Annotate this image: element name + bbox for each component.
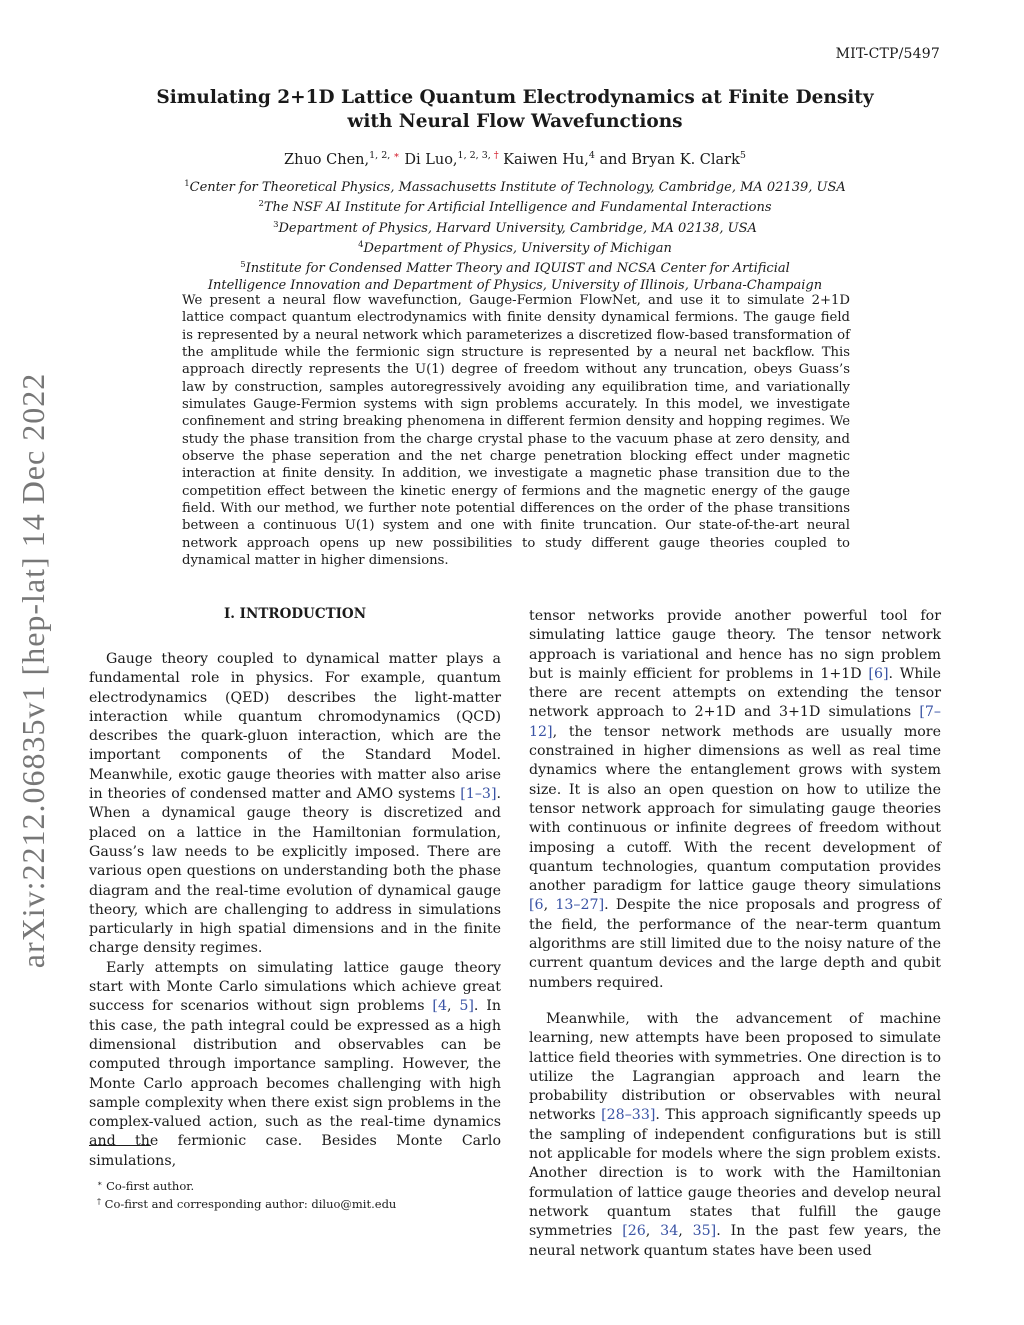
author-name: Di Luo, [404, 152, 458, 168]
arxiv-sidebar [4, 350, 64, 990]
affiliation-list [150, 176, 880, 295]
left-column [89, 650, 501, 1171]
paragraph-text: Meanwhile, with the advancement of machine learning, new attempts have been proposed to simulate lattice field theories with symmetries. One direction is to utilize the Lagrangian approach and learn the probability distribution or observables with neural networks [529, 1010, 941, 1124]
right-column [529, 607, 941, 1261]
citation-link[interactable]: [6] [868, 665, 889, 682]
citation-separator: , [645, 1223, 661, 1240]
citation-link[interactable]: 5] [459, 998, 474, 1015]
author-list [120, 150, 910, 168]
footnote-mark: † [493, 150, 499, 161]
footnote-mark: ∗ [393, 150, 400, 161]
citation-separator: , [678, 1223, 693, 1240]
paragraph-text: . In this case, the path integral could be expressed as a high dimensional distribution and observables can be computed through importance sampling. However, the Monte Carlo approach becomes challenging with high sample complexity when there exist sign problems in the complex-valued action, such as the real-time dynamics and the fermionic case. Besides Monte Carlo simulations, [89, 998, 501, 1169]
title-line-1: Simulating 2+1D Lattice Quantum Electrodynamics at Finite Density [156, 87, 874, 108]
paragraph-text: . When a dynamical gauge theory is discretized and placed on a lattice in the Hamiltonian formulation, Gauss’s law needs to be explicitly imposed. There are various open questions on understanding both the phase diagram and the real-time evolution of dynamical gauge theory, which are challenging to address in simulations particularly in high spatial dimensions and in the finite charge density regimes. [89, 786, 501, 957]
affiliation [150, 257, 880, 277]
citation-link[interactable]: [1–3] [460, 786, 497, 803]
title-line-2: with Neural Flow Wavefunctions [347, 111, 683, 132]
citation-link[interactable]: [28–33] [601, 1107, 656, 1124]
affiliation-text: Institute for Condensed Matter Theory and IQUIST and NCSA Center for Artificial [245, 261, 790, 277]
footnote [89, 1176, 501, 1194]
abstract [182, 292, 850, 570]
paragraph-text: Gauge theory coupled to dynamical matter plays a fundamental role in physics. For example, quantum electrodynamics (QED) describes the light-matter interaction while quantum chromodynamics (QCD) describes the quark-gluon interaction, which are the important components of the Standard Model. Meanwhile, exotic gauge theories with matter also arise in theories of condensed matter and AMO systems [89, 651, 501, 803]
arxiv-identifier: arXiv:2212.06835v1 [hep-lat] 14 Dec 2022 [15, 372, 52, 968]
abstract-text: We present a neural flow wavefunction, Gauge-Fermion FlowNet, and use it to simulate 2+1D lattice compact quantum electrodynamics with finite density dynamical fermions. The gauge field is represented by a neural network which parameterizes a discretized flow-based transformation of the amplitude while the fermionic sign structure is represented by a neural net backflow. This approach directly represents the U(1) degree of freedom without any truncation, obeys Guass’s law by construction, samples autoregressively avoiding any equilibration time, and variationally simulates Gauge-Fermion systems with sign problems accurately. In this model, we investigate confinement and string breaking phenomena in different fermion density and hopping regimes. We study the phase transition from the charge crystal phase to the vacuum phase at zero density, and observe the phase seperation and the net charge penetration blocking effect under magnetic interaction at finite density. In addition, we investigate a magnetic phase transition due to the competition effect between the kinetic energy of fermions and the magnetic energy of the gauge field. With our method, we further note potential differences on the order of the phase transitions between a continuous U(1) system and one with finite truncation. Our state-of-the-art neural network approach opens up new possibilities to study different gauge theories coupled to dynamical matter in higher dimensions. [182, 293, 850, 569]
paragraph-text: . This approach significantly speeds up the sampling of independent configurations but is still not applicable for models where the sign problem exists. Another direction is to work with the Hamiltonian formulation of lattice gauge theories and develop neural network quantum states that fulfill the gauge symmetries [529, 1107, 941, 1240]
paragraph-text: tensor networks provide another powerful tool for simulating lattice gauge theory. The tensor network approach is variational and hence has no sign problem but is mainly efficient for problems in 1+1D [529, 608, 941, 682]
footnote-divider [89, 1145, 151, 1146]
affiliation-number: 3 [273, 219, 279, 230]
citation-link[interactable]: [7–12] [529, 704, 941, 740]
affiliation-text: The NSF AI Institute for Artificial Intelligence and Fundamental Interactions [263, 200, 772, 216]
citation-link[interactable]: [26 [622, 1223, 646, 1240]
affiliation [150, 196, 880, 216]
footnotes [89, 1176, 501, 1212]
author-name: Zhuo Chen, [284, 152, 370, 168]
affiliation [150, 237, 880, 257]
section-heading: I. INTRODUCTION [223, 606, 367, 622]
paragraph [89, 959, 501, 1171]
paragraph-text: . In the past few years, the neural network quantum states have been used [529, 1223, 941, 1259]
footnote-mark: ∗ [97, 1179, 103, 1188]
paragraph [89, 650, 501, 959]
affiliation-number: 5 [240, 260, 246, 271]
citation-link[interactable]: 35] [692, 1223, 717, 1240]
author-name: Bryan K. Clark [631, 152, 740, 168]
author-conjunction: and [599, 152, 627, 168]
citation-separator: , [543, 897, 556, 914]
author-affil: 1, 2, [369, 150, 394, 161]
paragraph-text: . While there are recent attempts on extending the tensor network approach to 2+1D and 3+1D simulations [529, 665, 941, 721]
affiliation-text: Department of Physics, University of Michigan [363, 240, 672, 256]
affiliation-number: 1 [184, 179, 190, 189]
citation-separator: , [446, 998, 460, 1015]
paragraph-text: Early attempts on simulating lattice gauge theory start with Monte Carlo simulations which achieve great success for scenarios without sign problems [89, 959, 501, 1015]
citation-link[interactable]: [6 [529, 897, 544, 914]
footnote [89, 1194, 501, 1212]
affiliation-continued: Intelligence Innovation and Department of Physics, University of Illinois, Urbana-Champaign [207, 278, 823, 294]
citation-link[interactable]: [4 [432, 998, 447, 1015]
author-affil: 1, 2, 3, [457, 150, 494, 161]
paragraph [529, 607, 941, 993]
footnote-text: Co-first author. [102, 1179, 195, 1193]
citation-link[interactable]: 34 [660, 1223, 679, 1240]
footnote-mark: † [97, 1197, 101, 1206]
affiliation-text: Center for Theoretical Physics, Massachusetts Institute of Technology, Cambridge, MA 02139, USA [189, 180, 846, 195]
paragraph-text: . Despite the nice proposals and progress of the field, the performance of the near-term quantum algorithms are still limited due to the noisy nature of the current quantum devices and the large depth and qubit numbers required. [529, 897, 941, 991]
affiliation [150, 217, 880, 237]
author-affil: 4 [588, 150, 595, 161]
author-affil: 5 [739, 150, 746, 161]
footnote-text: Co-first and corresponding author: diluo@mit.edu [101, 1197, 397, 1211]
paragraph-text: , the tensor network methods are usually more constrained in higher dimensions as well as real time dynamics where the entanglement grows with system size. It is also an open question on how to utilize the tensor network approach for simulating gauge theories with continuous or infinite degrees of freedom without imposing a cutoff. With the recent development of quantum technologies, quantum computation provides another paradigm for lattice gauge theory simulations [529, 723, 941, 895]
paragraph [529, 1010, 941, 1261]
citation-link[interactable]: 13–27] [555, 897, 605, 914]
report-number: MIT-CTP/5497 [835, 46, 940, 62]
affiliation-number: 4 [358, 239, 364, 250]
affiliation-text: Department of Physics, Harvard University, Cambridge, MA 02138, USA [278, 220, 757, 236]
affiliation [150, 176, 880, 196]
affiliation-number: 2 [258, 199, 264, 210]
paper-title [120, 86, 910, 134]
author-name: Kaiwen Hu, [503, 152, 589, 168]
